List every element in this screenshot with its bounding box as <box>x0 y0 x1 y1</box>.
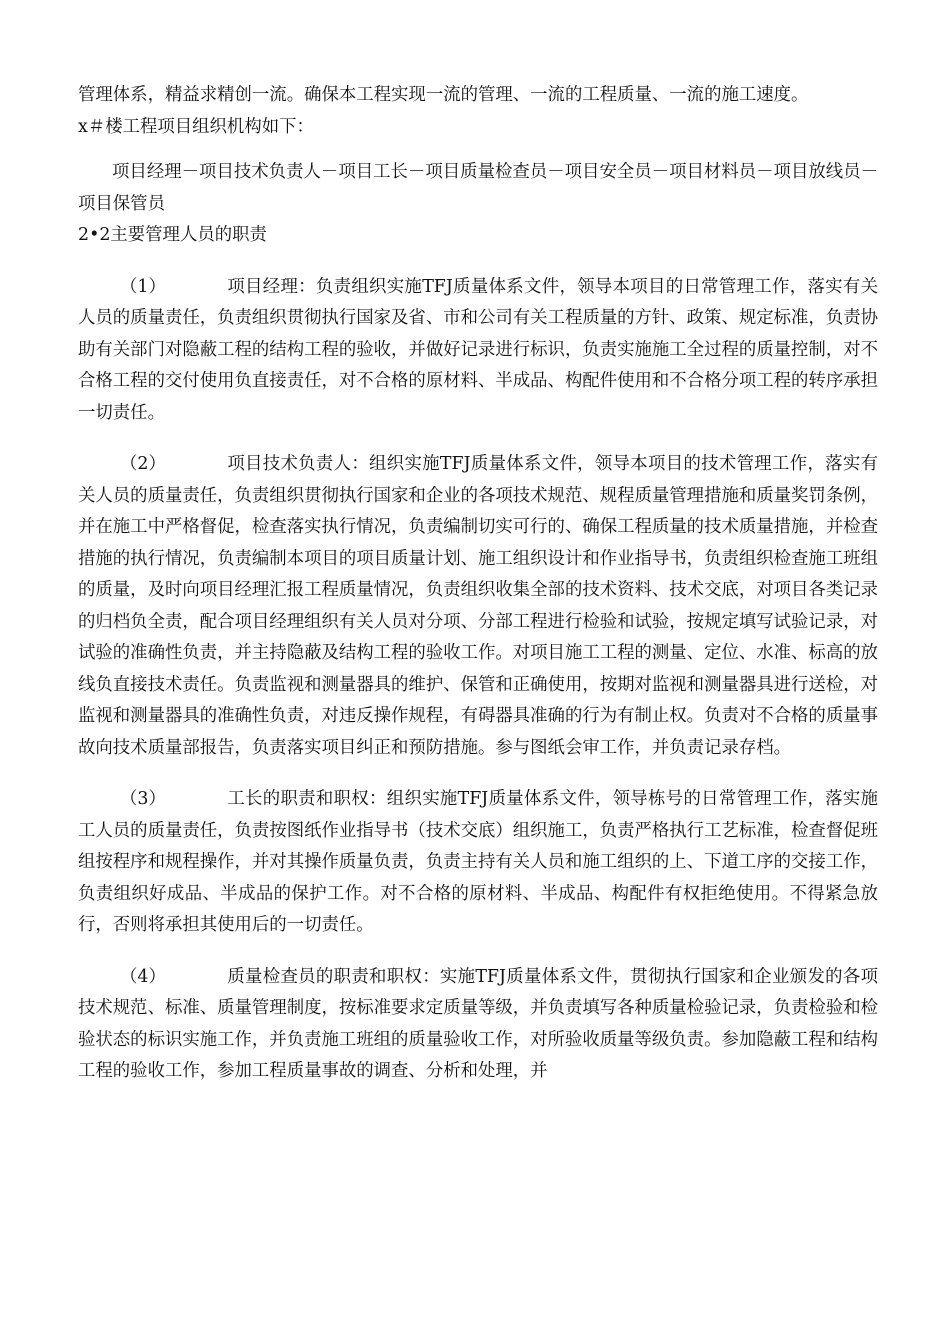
intro-line-1: 管理体系，精益求精创一流。确保本工程实现一流的管理、一流的工程质量、一流的施工速度。 <box>78 85 809 105</box>
duty-item-1 <box>78 272 878 430</box>
item-number: （2） <box>120 454 166 474</box>
item-number: （1） <box>120 276 166 297</box>
intro-line-2: x＃楼工程项目组织机构如下： <box>78 116 314 137</box>
item-text: 项目经理：负责组织实施TFJ质量体系文件，领导本项目的日常管理工作，落实有关人员的质量责任，负责组织贯彻执行国家及省、市和公司有关工程质量的方针、政策、规定标准，负责协助有关部门对隐蔽工程的结构工程的验收，并做好记录进行标识，负责实施施工全过程的质量控制，对不合格工程的交付使用负直接责任，对不合格的原材料、半成品、构配件使用和不合格分项工程的转序承担一切责任。 <box>78 276 878 423</box>
document-page <box>78 80 878 1088</box>
item-text: 工长的职责和职权：组织实施TFJ质量体系文件，领导栋号的日常管理工作，落实施工人员的质量责任，负责按图纸作业指导书（技术交底）组织施工，负责严格执行工艺标准，检查督促班组按程序和规程操作，并对其操作质量负责，负责主持有关人员和施工组织的上、下道工序的交接工作，负责组织好成品、半成品的保护工作。对不合格的原材料、半成品、构配件有权拒绝使用。不得紧急放行，否则将承担其使用后的一切责任。 <box>78 789 878 935</box>
section-heading: 2•2主要管理人员的职责 <box>78 225 267 245</box>
item-text: 项目技术负责人：组织实施TFJ质量体系文件，领导本项目的技术管理工作，落实有关人员的质量责任，负责组织贯彻执行国家和企业的各项技术规范、规程质量管理措施和质量奖罚条例，并在施工中严格督促，检查落实执行情况，负责编制切实可行的、确保工程质量的技术质量措施，并检查措施的执行情况，负责编制本项目的项目质量计划、施工组织设计和作业指导书，负责组织检查施工班组的质量，及时向项目经理汇报工程质量情况，负责组织收集全部的技术资料、技术交底，对项目各类记录的归档负全责，配合项目经理组织有关人员对分项、分部工程进行检验和试验，按规定填写试验记录，对试验的准确性负责，并主持隐蔽及结构工程的验收工作。对项目施工工程的测量、定位、水准、标高的放线负直接技术责任。负责监视和测量器具的维护、保管和正确使用，按期对监视和测量器具进行送检，对监视和测量器具的准确性负责，对违反操作规程，有碍器具准确的行为有制止权。负责对不合格的质量事故向技术质量部报告，负责落实项目纠正和预防措施。参与图纸会审工作，并负责记录存档。 <box>78 454 878 758</box>
duty-item-3 <box>78 784 878 942</box>
item-number: （3） <box>120 789 166 809</box>
item-text: 质量检查员的职责和职权：实施TFJ质量体系文件，贯彻执行国家和企业颁发的各项技术规范、标准、质量管理制度，按标准要求定质量等级，并负责填写各种质量检验记录，负责检验和检验状态的标识实施工作，并负责施工班组的质量验收工作，对所验收质量等级负责。参加隐蔽工程和结构工程的验收工作，参加工程质量事故的调查、分析和处理，并 <box>78 966 878 1081</box>
duty-item-2 <box>78 449 878 764</box>
duty-item-4 <box>78 962 878 1088</box>
org-structure-chain: 项目经理－项目技术负责人－项目工长－项目质量检查员－项目安全员－项目材料员－项目放线员－项目保管员 <box>78 162 878 214</box>
item-number: （4） <box>120 966 166 987</box>
